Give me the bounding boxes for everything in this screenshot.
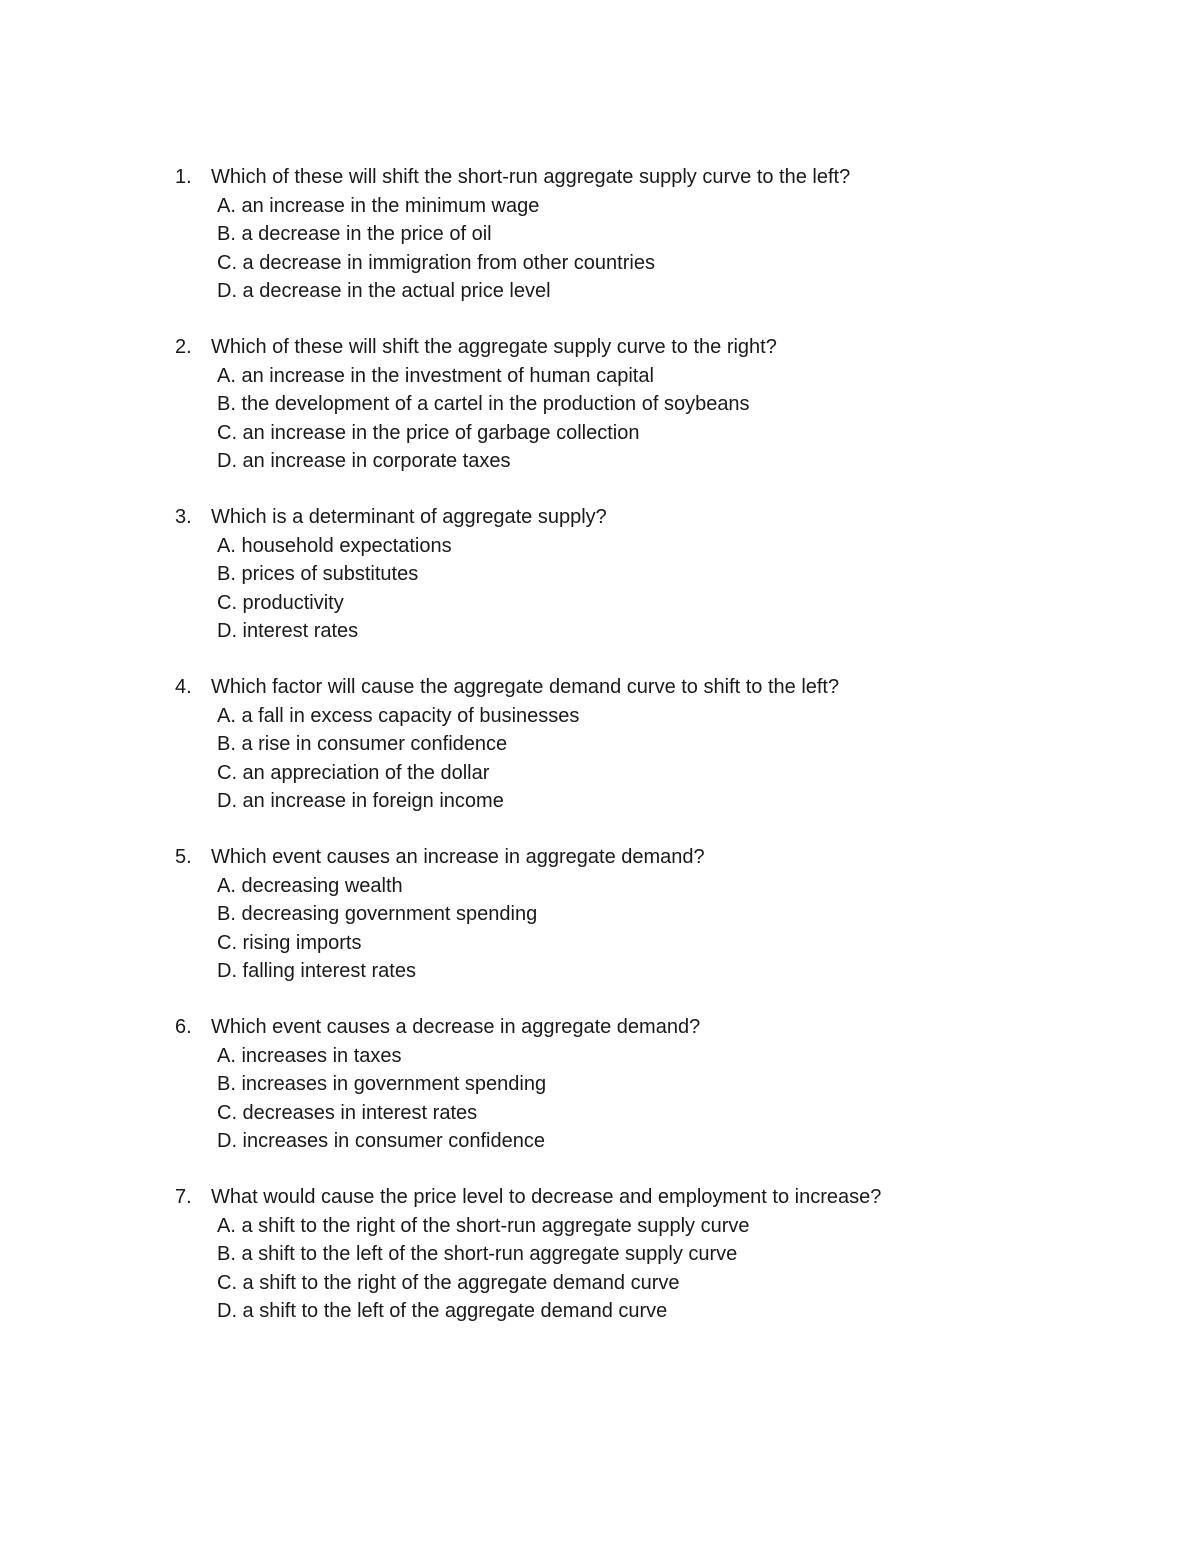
option-d: D. a shift to the left of the aggregate demand curve xyxy=(217,1300,668,1322)
question-6 xyxy=(0,1013,1200,1156)
option-c: C. productivity xyxy=(217,591,344,614)
option-b: B. increases in government spending xyxy=(217,1073,547,1095)
option-b: B. the development of a cartel in the production of soybeans xyxy=(217,393,750,415)
option-a: A. an increase in the investment of human capital xyxy=(217,364,654,387)
option-b: B. a rise in consumer confidence xyxy=(217,733,508,755)
question-7 xyxy=(0,1183,1200,1326)
question-stem xyxy=(0,1183,1200,1212)
question-number: 6. xyxy=(175,1016,192,1038)
option-a: A. a shift to the right of the short-run aggregate supply curve xyxy=(217,1214,750,1237)
question-stem xyxy=(0,1013,1200,1042)
option-d: D. a decrease in the actual price level xyxy=(217,280,551,302)
option-d: D. increases in consumer confidence xyxy=(217,1130,545,1152)
option-c: C. a shift to the right of the aggregate demand curve xyxy=(217,1271,680,1294)
question-stem xyxy=(0,163,1200,192)
question-2 xyxy=(0,333,1200,476)
option-c: C. an increase in the price of garbage collection xyxy=(217,421,640,444)
question-5 xyxy=(0,843,1200,986)
question-stem xyxy=(0,333,1200,362)
question-number: 5. xyxy=(175,846,192,868)
option-a: A. increases in taxes xyxy=(217,1044,402,1067)
option-d: D. interest rates xyxy=(217,620,359,642)
question-text: What would cause the price level to decrease and employment to increase? xyxy=(211,1186,882,1208)
option-c: C. decreases in interest rates xyxy=(217,1101,478,1124)
option-c: C. a decrease in immigration from other countries xyxy=(217,251,655,274)
question-number: 7. xyxy=(175,1186,192,1208)
question-number: 3. xyxy=(175,506,192,528)
question-4 xyxy=(0,673,1200,816)
option-a: A. a fall in excess capacity of businesses xyxy=(217,704,580,727)
option-d: D. an increase in foreign income xyxy=(217,790,504,812)
option-b: B. a decrease in the price of oil xyxy=(217,223,492,245)
question-3 xyxy=(0,503,1200,646)
question-text: Which factor will cause the aggregate demand curve to shift to the left? xyxy=(211,676,840,698)
question-list xyxy=(0,163,1200,1353)
option-d: D. falling interest rates xyxy=(217,960,416,982)
option-a: A. decreasing wealth xyxy=(217,874,403,897)
question-text: Which of these will shift the short-run aggregate supply curve to the left? xyxy=(211,166,851,188)
option-b: B. a shift to the left of the short-run aggregate supply curve xyxy=(217,1243,738,1265)
option-b: B. decreasing government spending xyxy=(217,903,538,925)
question-text: Which of these will shift the aggregate supply curve to the right? xyxy=(211,336,777,358)
option-a: A. household expectations xyxy=(217,534,452,557)
option-c: C. an appreciation of the dollar xyxy=(217,761,490,784)
question-stem xyxy=(0,673,1200,702)
question-number: 1. xyxy=(175,166,192,188)
question-text: Which event causes a decrease in aggregate demand? xyxy=(211,1016,701,1038)
question-stem xyxy=(0,843,1200,872)
option-c: C. rising imports xyxy=(217,931,362,954)
question-text: Which event causes an increase in aggregate demand? xyxy=(211,846,705,868)
option-a: A. an increase in the minimum wage xyxy=(217,194,540,217)
option-d: D. an increase in corporate taxes xyxy=(217,450,511,472)
question-number: 2. xyxy=(175,336,192,358)
question-1 xyxy=(0,163,1200,306)
question-number: 4. xyxy=(175,676,192,698)
question-stem xyxy=(0,503,1200,532)
question-text: Which is a determinant of aggregate supply? xyxy=(211,506,607,528)
option-b: B. prices of substitutes xyxy=(217,563,419,585)
